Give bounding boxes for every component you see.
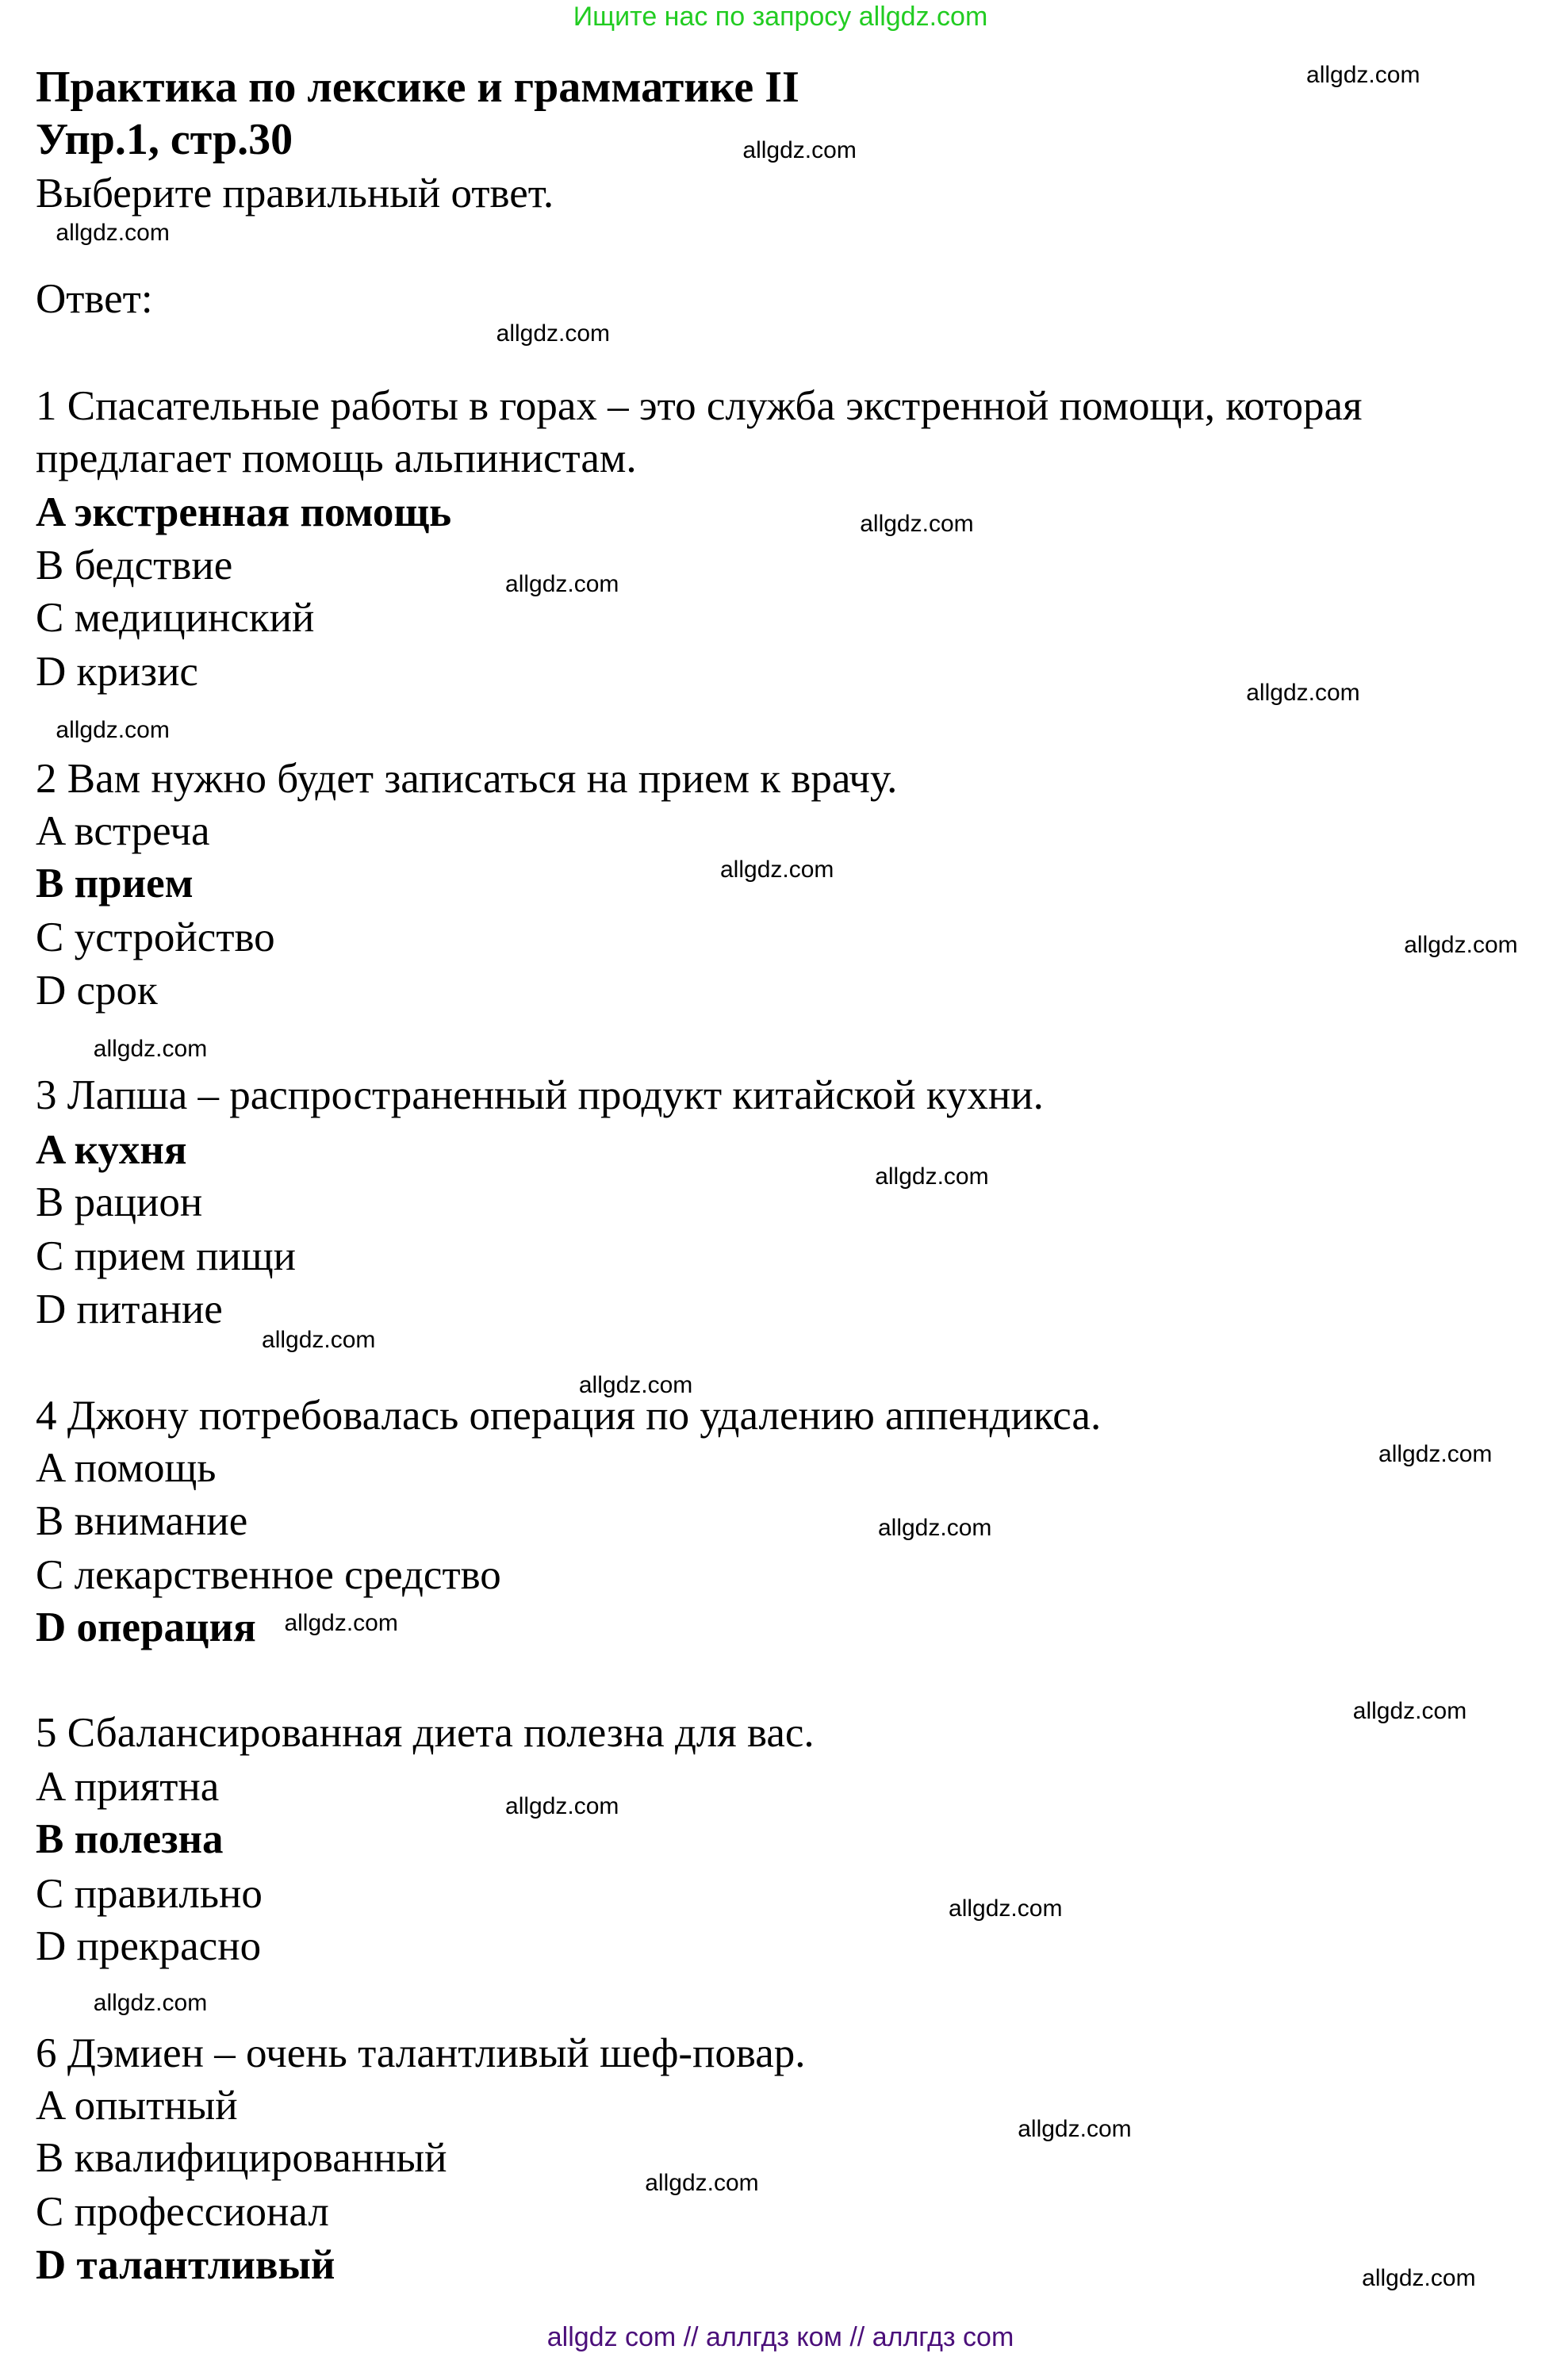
watermark: allgdz.com bbox=[578, 1372, 693, 1399]
question-text: предлагает помощь альпинистам. bbox=[36, 435, 637, 481]
watermark: allgdz.com bbox=[93, 1035, 208, 1062]
answer-option: A помощь bbox=[36, 1445, 217, 1492]
watermark: allgdz.com bbox=[1246, 679, 1360, 706]
answer-option: C устройство bbox=[36, 914, 275, 961]
watermark: allgdz.com bbox=[505, 1792, 619, 1819]
question-text: 1 Спасательные работы в горах – это служба экстренной помощи, которая bbox=[36, 382, 1363, 429]
answer-option: A приятна bbox=[36, 1764, 220, 1811]
question-text: 6 Дэмиен – очень талантливый шеф-повар. bbox=[36, 2029, 806, 2076]
watermark: allgdz.com bbox=[742, 136, 857, 163]
watermark: allgdz.com bbox=[496, 320, 611, 347]
watermark: allgdz.com bbox=[875, 1163, 989, 1190]
question-text: 5 Сбалансированная диета полезна для вас. bbox=[36, 1709, 815, 1756]
watermark: allgdz.com bbox=[1404, 931, 1518, 958]
correct-option: B полезна bbox=[36, 1816, 224, 1863]
answer-option: D кризис bbox=[36, 649, 198, 696]
answer-option: D прекрасно bbox=[36, 1923, 262, 1970]
answer-label: Ответ: bbox=[36, 276, 153, 322]
correct-option: B прием bbox=[36, 860, 194, 907]
question-text: 2 Вам нужно будет записаться на прием к врачу. bbox=[36, 755, 898, 802]
instruction: Выберите правильный ответ. bbox=[36, 171, 554, 217]
watermark: allgdz.com bbox=[284, 1609, 398, 1636]
watermark: allgdz.com bbox=[1378, 1441, 1493, 1468]
search-banner: Ищите нас по запросу allgdz.com bbox=[573, 2, 988, 32]
watermark: allgdz.com bbox=[1306, 61, 1420, 88]
answer-option: B рацион bbox=[36, 1179, 203, 1225]
watermark: allgdz.com bbox=[93, 1990, 208, 2017]
answer-option: C медицинский bbox=[36, 594, 315, 641]
answer-option: D срок bbox=[36, 967, 158, 1014]
correct-option: D операция bbox=[36, 1604, 256, 1651]
watermark: allgdz.com bbox=[1352, 1698, 1467, 1725]
watermark: allgdz.com bbox=[949, 1895, 1063, 1922]
answer-option: A встреча bbox=[36, 807, 210, 854]
correct-option: A экстренная помощь bbox=[36, 489, 452, 536]
watermark: allgdz.com bbox=[1362, 2264, 1476, 2291]
watermark: allgdz.com bbox=[56, 716, 170, 743]
exercise-label: Упр.1, стр.30 bbox=[36, 115, 293, 164]
correct-option: D талантливый bbox=[36, 2241, 335, 2288]
watermark: allgdz.com bbox=[505, 571, 619, 598]
watermark: allgdz.com bbox=[645, 2170, 759, 2197]
answer-option: B внимание bbox=[36, 1497, 248, 1544]
answer-option: C правильно bbox=[36, 1870, 263, 1917]
answer-option: C прием пищи bbox=[36, 1233, 297, 1280]
answer-option: C лекарственное средство bbox=[36, 1551, 501, 1598]
question-text: 3 Лапша – распространенный продукт китайской кухни. bbox=[36, 1072, 1044, 1119]
footer-watermark: allgdz com // аллгдз ком // аллгдз com bbox=[546, 2322, 1014, 2352]
correct-option: A кухня bbox=[36, 1126, 187, 1173]
page-title: Практика по лексике и грамматике II bbox=[36, 63, 799, 112]
watermark: allgdz.com bbox=[56, 219, 170, 246]
watermark: allgdz.com bbox=[860, 511, 974, 538]
answer-option: D питание bbox=[36, 1286, 223, 1332]
answer-option: C профессионал bbox=[36, 2189, 329, 2236]
watermark: allgdz.com bbox=[877, 1515, 992, 1542]
watermark: allgdz.com bbox=[1018, 2116, 1132, 2143]
question-text: 4 Джону потребовалась операция по удалению аппендикса. bbox=[36, 1393, 1102, 1439]
answer-option: B бедствие bbox=[36, 542, 233, 588]
watermark: allgdz.com bbox=[720, 857, 834, 883]
watermark: allgdz.com bbox=[262, 1327, 376, 1354]
answer-option: B квалифицированный bbox=[36, 2135, 447, 2182]
answer-option: A опытный bbox=[36, 2082, 238, 2129]
